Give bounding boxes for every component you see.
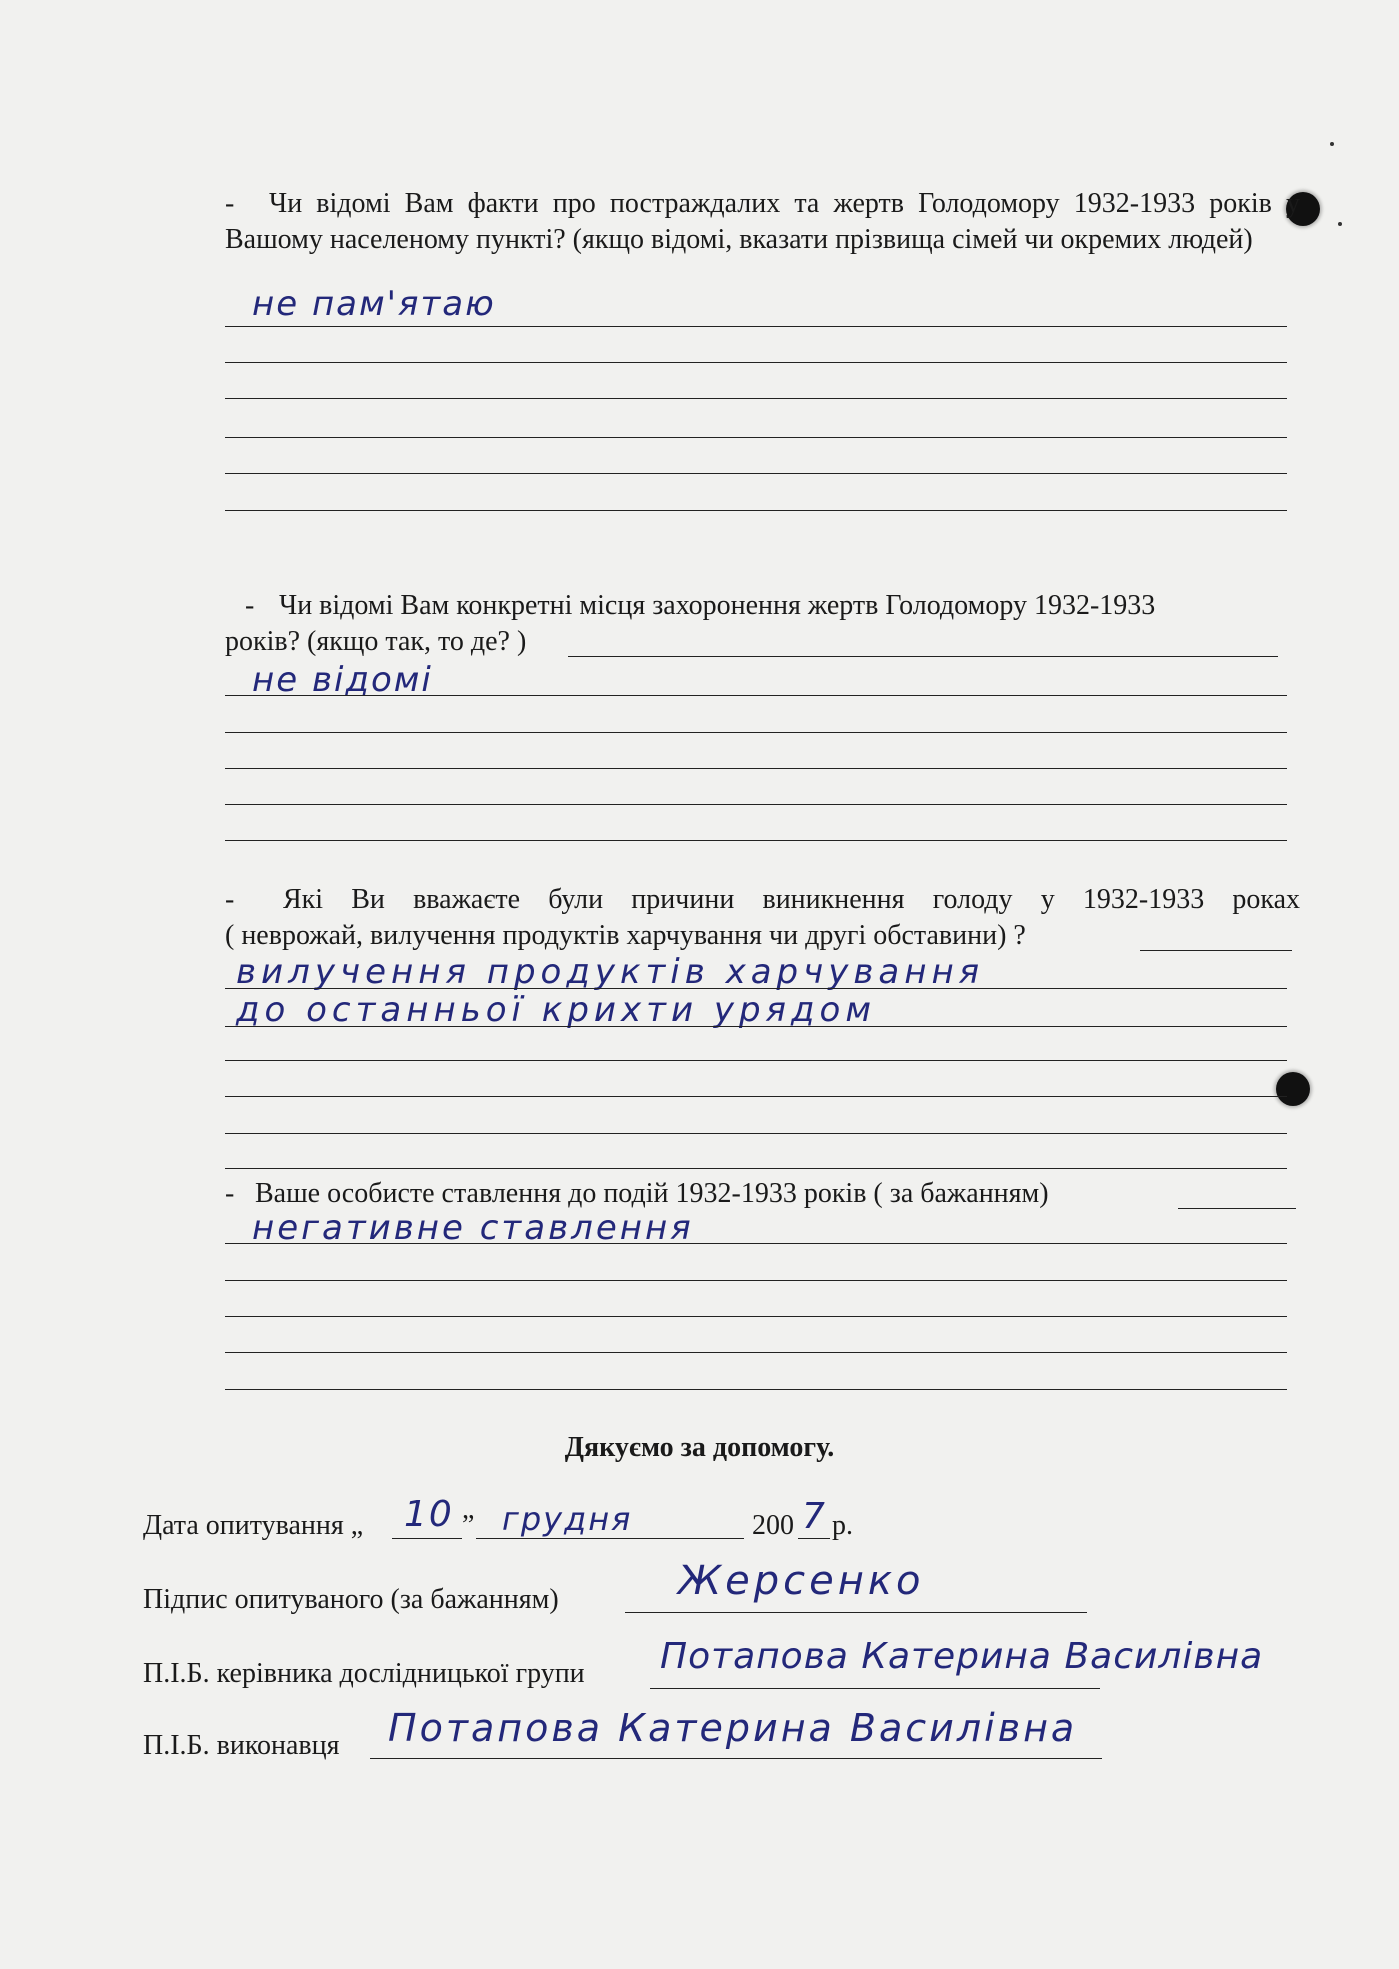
answer-line xyxy=(225,362,1287,363)
signature-label: Підпис опитуваного (за бажанням) xyxy=(143,1584,559,1615)
survey-date-day: 10 xyxy=(404,1494,454,1535)
answer-line xyxy=(225,326,1287,327)
answer-line xyxy=(225,988,1287,989)
answer-line xyxy=(225,1389,1287,1390)
answer-3-handwritten-line2: до останньої крихти урядом xyxy=(236,990,876,1030)
executor-line xyxy=(370,1758,1102,1759)
leader-label: П.І.Б. керівника дослідницької групи xyxy=(143,1658,585,1689)
survey-date-month: грудня xyxy=(502,1500,633,1538)
answer-line xyxy=(225,1096,1287,1097)
leader-line xyxy=(650,1688,1100,1689)
answer-line xyxy=(225,437,1287,438)
answer-line xyxy=(225,840,1287,841)
answer-line xyxy=(225,398,1287,399)
answer-line xyxy=(1140,950,1292,951)
answer-line xyxy=(225,1243,1287,1244)
answer-1-handwritten: не пам'ятаю xyxy=(252,284,496,324)
answer-3-handwritten-line1: вилучення продуктів харчування xyxy=(236,952,985,992)
date-month-line xyxy=(476,1538,744,1539)
answer-line xyxy=(225,1060,1287,1061)
question-1-text: - Чи відомі Вам факти про постраждалих та жертв Голодомору 1932-1933 років у Вашому населеному пункті? (якщо відомі, вказати прізвища сімей чи окремих людей) xyxy=(225,188,1300,255)
date-day-line xyxy=(392,1538,462,1539)
survey-date-suffix: р. xyxy=(832,1510,853,1541)
survey-date-year-digit: 7 xyxy=(802,1496,827,1537)
answer-line xyxy=(225,1133,1287,1134)
answer-line xyxy=(225,732,1287,733)
thanks-heading: Дякуємо за допомогу. xyxy=(564,1432,835,1463)
leader-value: Потапова Катерина Василівна xyxy=(660,1636,1264,1677)
punch-hole-middle xyxy=(1276,1072,1310,1106)
answer-2-handwritten: не відомі xyxy=(252,660,433,700)
answer-line xyxy=(225,695,1287,696)
date-quote-close: ” xyxy=(462,1510,475,1541)
answer-line xyxy=(225,1168,1287,1169)
signature-line xyxy=(625,1612,1087,1613)
paper-speck xyxy=(1330,142,1334,146)
answer-line xyxy=(568,656,1278,657)
answer-line xyxy=(225,510,1287,511)
executor-value: Потапова Катерина Василівна xyxy=(388,1706,1078,1750)
answer-line xyxy=(225,1280,1287,1281)
answer-line xyxy=(225,1026,1287,1027)
answer-line xyxy=(225,1316,1287,1317)
question-2-text: - Чи відомі Вам конкретні місця захоронення жертв Голодомору 1932-1933 xyxy=(245,590,1156,621)
answer-line xyxy=(1178,1208,1296,1209)
executor-label: П.І.Б. виконавця xyxy=(143,1730,340,1761)
answer-line xyxy=(225,1352,1287,1353)
survey-date-label: Дата опитування „ xyxy=(143,1510,364,1541)
question-3-text: - Які Ви вважаєте були причини виникнення голоду у 1932-1933 роках xyxy=(225,884,1300,915)
question-4-text: - Ваше особисте ставлення до подій 1932-1933 років ( за бажанням) xyxy=(225,1178,1049,1209)
date-year-line xyxy=(798,1538,830,1539)
paper-speck xyxy=(1338,222,1342,226)
answer-line xyxy=(225,473,1287,474)
question-2-text-line2: років? (якщо так, то де? ) xyxy=(225,626,527,657)
answer-line xyxy=(225,768,1287,769)
answer-line xyxy=(225,804,1287,805)
signature-value: Жерсенко xyxy=(678,1558,925,1604)
answer-4-handwritten: негативне ставлення xyxy=(252,1208,694,1248)
question-3-text-line2: ( неврожай, вилучення продуктів харчування чи другі обставини) ? xyxy=(225,920,1026,951)
survey-date-year-prefix: 200 xyxy=(752,1510,794,1541)
